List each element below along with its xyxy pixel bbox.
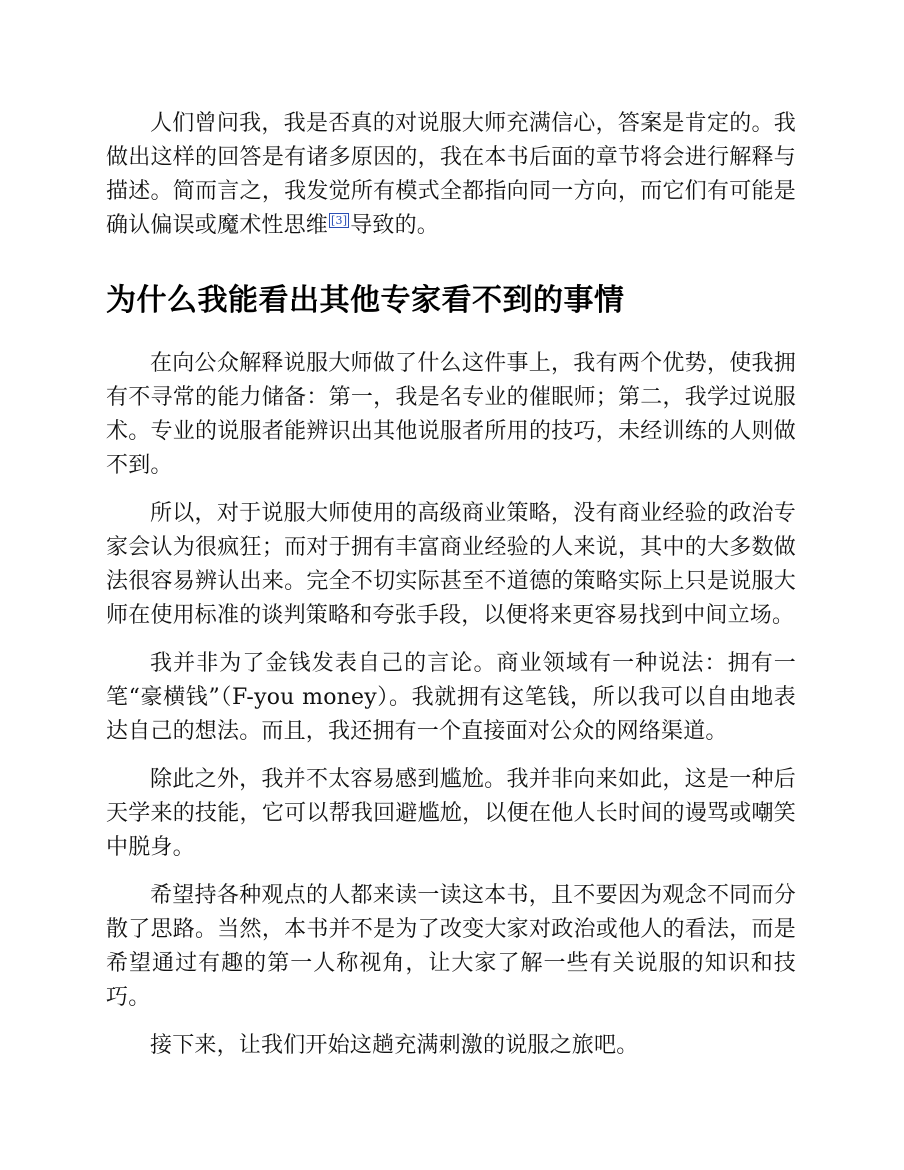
intro-text-end: 导致的。: [350, 213, 440, 238]
body-paragraph: 接下来，让我们开始这趟充满刺激的说服之旅吧。: [150, 1033, 639, 1058]
body-paragraph: 我并非为了金钱发表自己的言论。商业领域有一种说法：拥有一笔“豪横钱”（F-you money）。我就拥有这笔钱，所以我可以自由地表达自己的想法。而且，我还拥有一个直接面对公众的网络渠道。: [106, 651, 796, 744]
section-heading: 为什么我能看出其他专家看不到的事情: [106, 283, 625, 318]
footnote-link[interactable]: [3]: [331, 213, 348, 227]
body-paragraph: 所以，对于说服大师使用的高级商业策略，没有商业经验的政治专家会认为很疯狂；而对于拥有丰富商业经验的人来说，其中的大多数做法很容易辨认出来。完全不切实际甚至不道德的策略实际上只是说服大师在使用标准的谈判策略和夸张手段，以便将来更容易找到中间立场。: [106, 501, 796, 628]
body-paragraph: 除此之外，我并不太容易感到尴尬。我并非向来如此，这是一种后天学来的技能，它可以帮我回避尴尬，以便在他人长时间的谩骂或嘲笑中脱身。: [106, 767, 796, 860]
body-paragraph: 在向公众解释说服大师做了什么这件事上，我有两个优势，使我拥有不寻常的能力储备：第一，我是名专业的催眠师；第二，我学过说服术。专业的说服者能辨识出其他说服者所用的技巧，未经训练的人则做不到。: [106, 351, 796, 478]
intro-text: 人们曾问我，我是否真的对说服大师充满信心，答案是肯定的。我做出这样的回答是有诸多原因的，我在本书后面的章节将会进行解释与描述。简而言之，我发觉所有模式全都指向同一方向，而它们有可能是确认偏误或魔术性思维: [106, 111, 796, 238]
book-page: [106, 107, 796, 1077]
body-paragraph: 希望持各种观点的人都来读一读这本书，且不要因为观念不同而分散了思路。当然，本书并不是为了改变大家对政治或他人的看法，而是希望通过有趣的第一人称视角，让大家了解一些有关说服的知识和技巧。: [106, 883, 796, 1010]
intro-paragraph: [106, 107, 796, 243]
